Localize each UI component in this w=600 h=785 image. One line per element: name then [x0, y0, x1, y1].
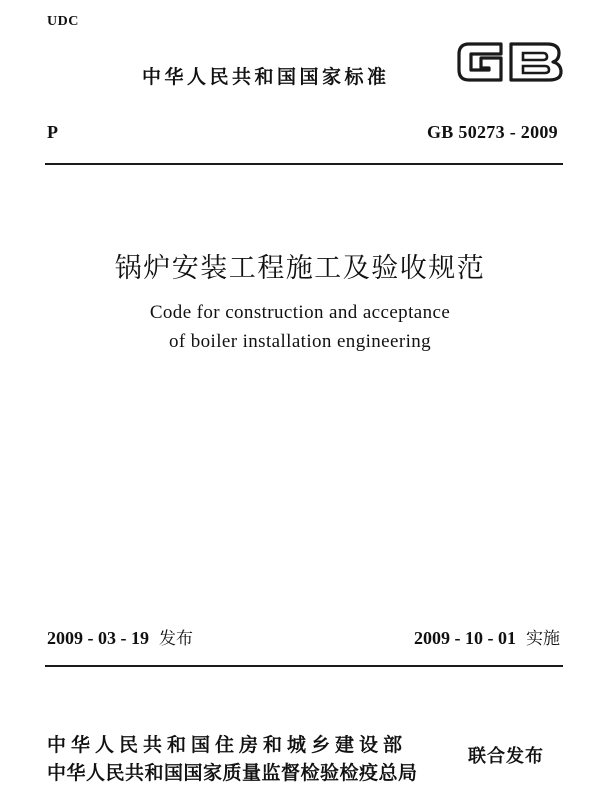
joint-issue-label: 联合发布: [468, 746, 544, 767]
document-title-english-line2: of boiler installation engineering: [168, 331, 432, 352]
issue-label: 发布: [159, 629, 193, 649]
implementation-date: 2009 - 10 - 01: [414, 628, 516, 648]
udc-label: UDC: [47, 14, 79, 29]
category-code: P: [47, 122, 58, 142]
document-title-chinese: 锅炉安装工程施工及验收规范: [114, 253, 486, 284]
issuer-quality-administration: 中华人民共和国国家质量监督检验检疫总局: [47, 762, 418, 784]
implementation-date-block: [414, 624, 560, 649]
issue-date-block: [47, 624, 193, 649]
document-title-english-line1: Code for construction and acceptance: [149, 302, 451, 323]
top-divider: [45, 163, 563, 165]
implementation-label: 实施: [526, 629, 560, 649]
issuer-ministry-housing: 中华人民共和国住房和城乡建设部: [47, 734, 408, 756]
standard-type-title: 中华人民共和国国家标准: [142, 66, 390, 88]
gb-logo-icon: [455, 36, 565, 88]
standard-number: GB 50273 - 2009: [426, 122, 558, 142]
issue-date: 2009 - 03 - 19: [47, 628, 149, 648]
bottom-divider: [45, 665, 563, 667]
